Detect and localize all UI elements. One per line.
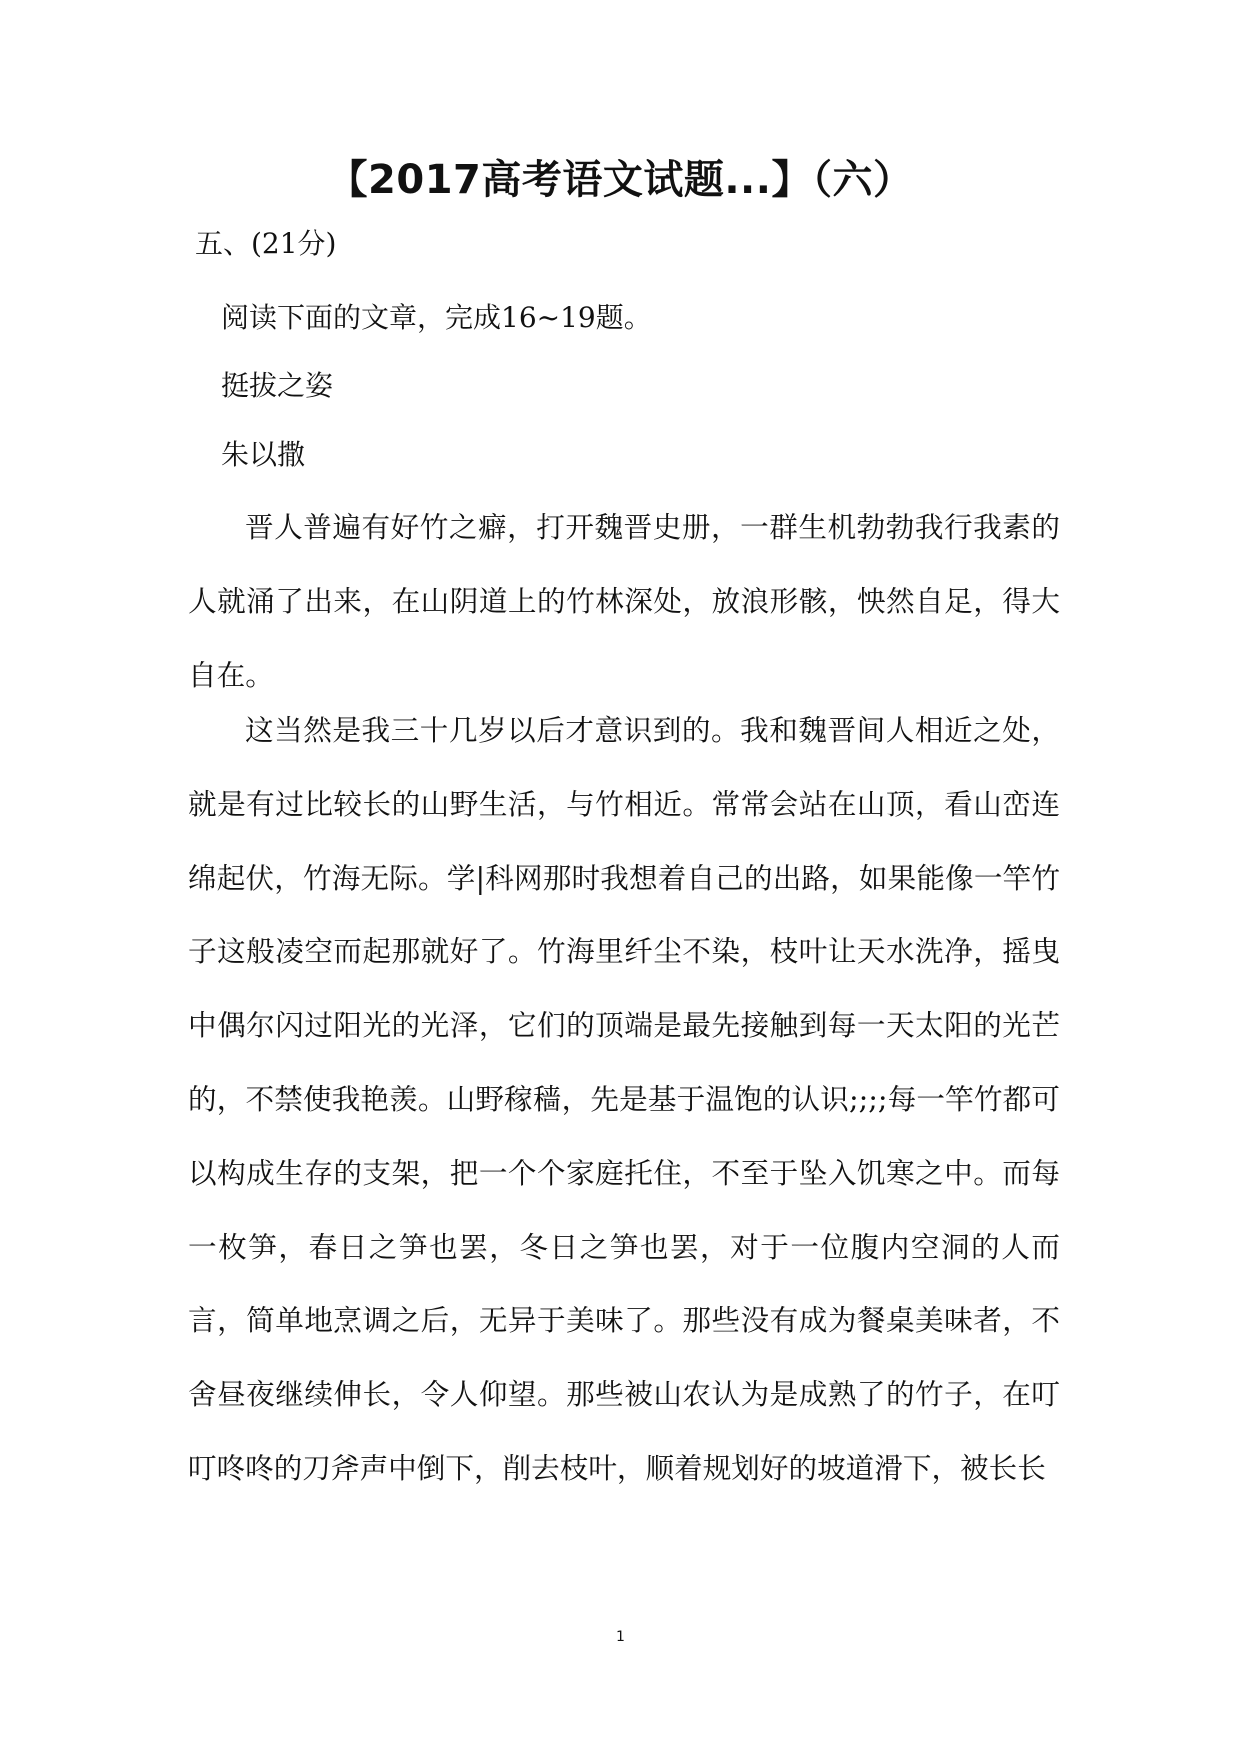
page-number: 1 bbox=[616, 1629, 625, 1645]
document-title: 【2017高考语文试题...】（六） bbox=[327, 157, 914, 203]
body-paragraph: 这当然是我三十几岁以后才意识到的。我和魏晋间人相近之处，就是有过比较长的山野生活，与竹相近。常常会站在山顶，看山峦连绵起伏，竹海无际。学|科网那时我想着自己的出路，如果能像一竿竹子这般凌空而起那就好了。竹海里纤尘不染，枝叶让天水洗净，摇曳中偶尔闪过阳光的光泽，它们的顶端是最先接触到每一天太阳的光芒的，不禁使我艳羡。山野稼穑，先是基于温饱的认识;;;;每一竿竹都可以构成生存的支架，把一个个家庭托住，不至于坠入饥寒之中。而每一枚笋，春日之笋也罢，冬日之笋也罢，对于一位腹内空洞的人而言，简单地烹调之后，无异于美味了。那些没有成为餐桌美味者，不舍昼夜继续伸长，令人仰望。那些被山农认为是成熟了的竹子，在叮叮咚咚的刀斧声中倒下，削去枝叶，顺着规划好的坡道滑下，被长长 bbox=[188, 713, 1060, 1485]
article-author: 朱以撒 bbox=[221, 438, 306, 471]
body-paragraph: 晋人普遍有好竹之癖，打开魏晋史册，一群生机勃勃我行我素的人就涌了出来，在山阴道上的竹林深处，放浪形骸，怏然自足，得大自在。 bbox=[188, 510, 1060, 692]
reading-instruction: 阅读下面的文章，完成16~19题。 bbox=[221, 301, 652, 334]
article-title: 挺拔之姿 bbox=[221, 369, 334, 402]
section-heading: 五、(21分) bbox=[195, 227, 337, 260]
